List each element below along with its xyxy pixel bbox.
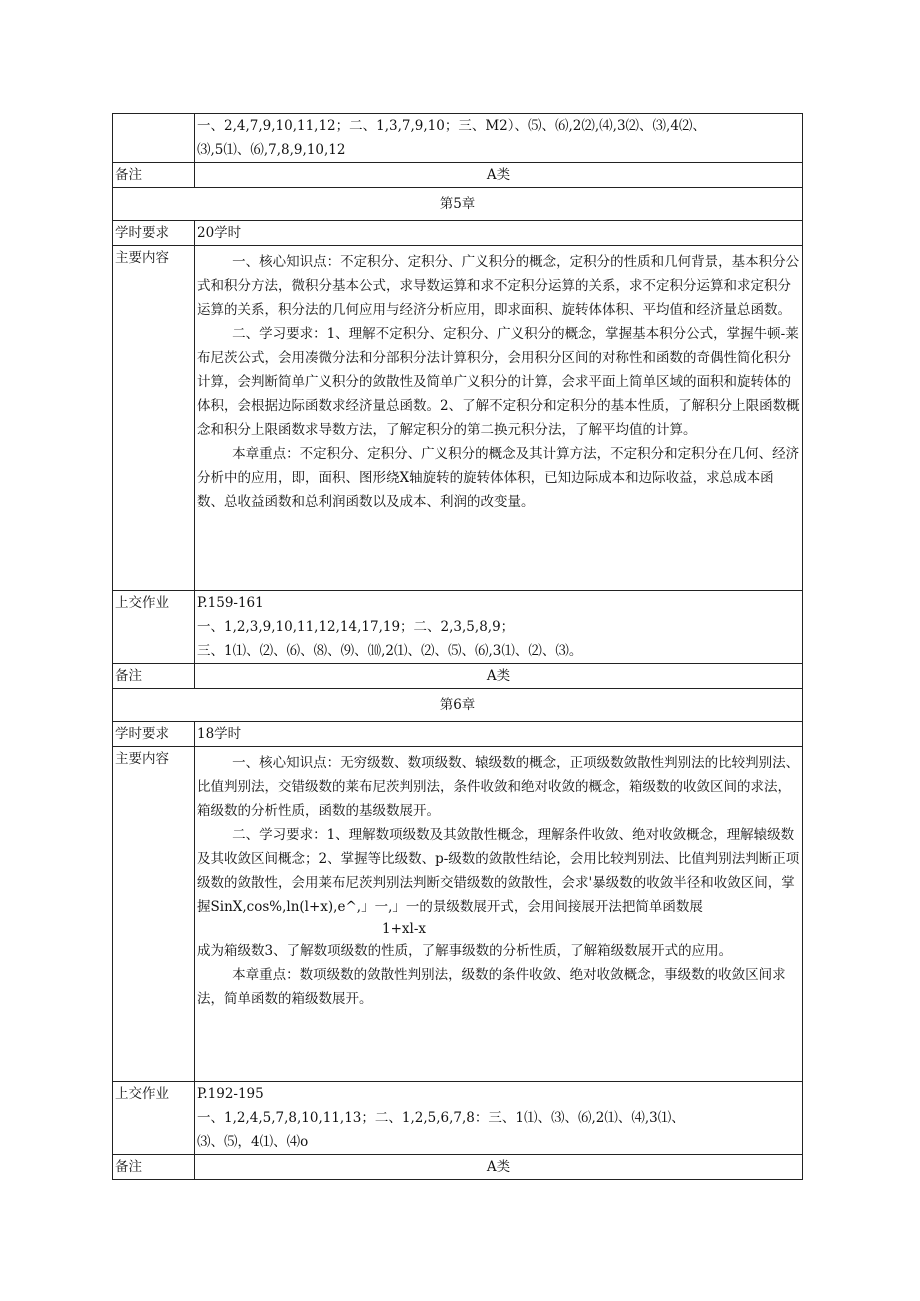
chapter6-homework-cell bbox=[195, 1082, 803, 1155]
hours-value: 18学时 bbox=[195, 722, 803, 747]
prev-homework-line: 一、2,4,7,9,10,11,12；二、1,3,7,9,10；三、M2）、⑸、⑹,2⑵,⑷,3⑵、⑶,4⑵、 bbox=[197, 118, 706, 134]
homework-line: 一、1,2,4,5,7,8,10,11,13；二、1,2,5,6,7,8：三、1⑴、⑶、⑹,2⑴、⑷,3⑴、 bbox=[197, 1110, 685, 1126]
chapter5-content-row bbox=[113, 246, 803, 591]
chapter6-title: 第6章 bbox=[113, 689, 803, 722]
core-knowledge-paragraph: 一、核心知识点：无穷级数、数项级数、辕级数的概念，正项级数敛散性判别法的比较判别法、比值判别法，交错级数的莱布尼茨判别法，条件收敛和绝对收敛的概念，箱级数的收敛区间的求法，箱级数的分析性质，函数的基级数展开。 bbox=[197, 755, 800, 819]
chapter5-title: 第5章 bbox=[113, 188, 803, 221]
syllabus-table bbox=[112, 113, 803, 1180]
chapter6-content-row bbox=[113, 747, 803, 1082]
remark-label: 备注 bbox=[113, 163, 195, 188]
learning-requirements-continued: 成为箱级数3、了解数项级数的性质，了解事级数的分析性质，了解箱级数展开式的应用。 bbox=[197, 943, 733, 959]
homework-pages: P.192-195 bbox=[197, 1086, 264, 1102]
chapter5-homework-row bbox=[113, 591, 803, 664]
hours-label: 学时要求 bbox=[113, 221, 195, 246]
chapter5-homework-cell bbox=[195, 591, 803, 664]
hours-value: 20学时 bbox=[195, 221, 803, 246]
hours-label: 学时要求 bbox=[113, 722, 195, 747]
formula-line: 1+xl-x bbox=[382, 921, 427, 937]
chapter5-title-row bbox=[113, 188, 803, 221]
chapter6-homework-row bbox=[113, 1082, 803, 1155]
chapter5-remark-row bbox=[113, 664, 803, 689]
remark-label: 备注 bbox=[113, 1155, 195, 1180]
content-label: 主要内容 bbox=[113, 246, 195, 591]
prev-homework-label-cell bbox=[113, 114, 195, 163]
homework-line: ⑶、⑸，4⑴、⑷o bbox=[197, 1134, 309, 1150]
chapter5-hours-row bbox=[113, 221, 803, 246]
homework-pages: P.159-161 bbox=[197, 595, 264, 611]
chapter6-hours-row bbox=[113, 722, 803, 747]
remark-value: A类 bbox=[195, 163, 803, 188]
homework-label: 上交作业 bbox=[113, 1082, 195, 1155]
remark-value: A类 bbox=[195, 664, 803, 689]
core-knowledge-paragraph: 一、核心知识点：不定积分、定积分、广义积分的概念，定积分的性质和几何背景，基本积分公式和积分方法，微积分基本公式，求导数运算和求不定积分运算的关系，求不定积分运算和求定积分运算的关系，积分法的几何应用与经济分析应用，即求面积、旋转体体积、平均值和经济量总函数。 bbox=[197, 254, 800, 318]
key-points-paragraph: 本章重点：数项级数的敛散性判别法，级数的条件收敛、绝对收敛概念，事级数的收敛区间求法，简单函数的箱级数展开。 bbox=[197, 967, 786, 1007]
prev-homework-cell bbox=[195, 114, 803, 163]
learning-requirements-paragraph: 二、学习要求：1、理解数项级数及其敛散性概念，理解条件收敛、绝对收敛概念，理解辕级数及其收敛区间概念；2、掌握等比级数、p-级数的敛散性结论，会用比较判别法、比值判别法判断正项级数的敛散性，会用莱布尼茨判别法判断交错级数的敛散性，会求'暴级数的收敛半径和收敛区间，掌握SinX,cos%,ln(l+x),e^,」一,」一的景级数展开式，会用间接展开法把简单函数展 bbox=[197, 827, 800, 915]
learning-requirements-paragraph: 二、学习要求：1、理解不定积分、定积分、广义积分的概念，掌握基本积分公式，掌握牛顿-莱布尼茨公式，会用凑微分法和分部积分法计算积分，会用积分区间的对称性和函数的奇偶性简化积分计算，会判断简单广义积分的敛散性及简单广义积分的计算，会求平面上简单区域的面积和旋转体的体积，会根据边际函数求经济量总函数。2、了解不定积分和定积分的基本性质，了解积分上限函数概念和积分上限函数求导数方法，了解定积分的第二换元积分法，了解平均值的计算。 bbox=[197, 326, 800, 438]
homework-label: 上交作业 bbox=[113, 591, 195, 664]
homework-line: 一、1,2,3,9,10,11,12,14,17,19；二、2,3,5,8,9； bbox=[197, 619, 515, 635]
content-label: 主要内容 bbox=[113, 747, 195, 1082]
prev-homework-row bbox=[113, 114, 803, 163]
prev-homework-line: ⑶,5⑴、⑹,7,8,9,10,12 bbox=[197, 142, 346, 158]
remark-value: A类 bbox=[195, 1155, 803, 1180]
homework-line: 三、1⑴、⑵、⑹、⑻、⑼、⑽,2⑴、⑵、⑸、⑹,3⑴、⑵、⑶。 bbox=[197, 643, 583, 659]
chapter6-title-row bbox=[113, 689, 803, 722]
remark-label: 备注 bbox=[113, 664, 195, 689]
chapter5-content-cell bbox=[195, 246, 803, 591]
chapter6-remark-row bbox=[113, 1155, 803, 1180]
prev-remark-row bbox=[113, 163, 803, 188]
key-points-paragraph: 本章重点：不定积分、定积分、广义积分的概念及其计算方法，不定积分和定积分在几何、经济分析中的应用，即，面积、图形绕X轴旋转的旋转体体积，已知边际成本和边际收益，求总成本函数、总收益函数和总利润函数以及成本、利润的改变量。 bbox=[197, 446, 800, 510]
chapter6-content-cell bbox=[195, 747, 803, 1082]
